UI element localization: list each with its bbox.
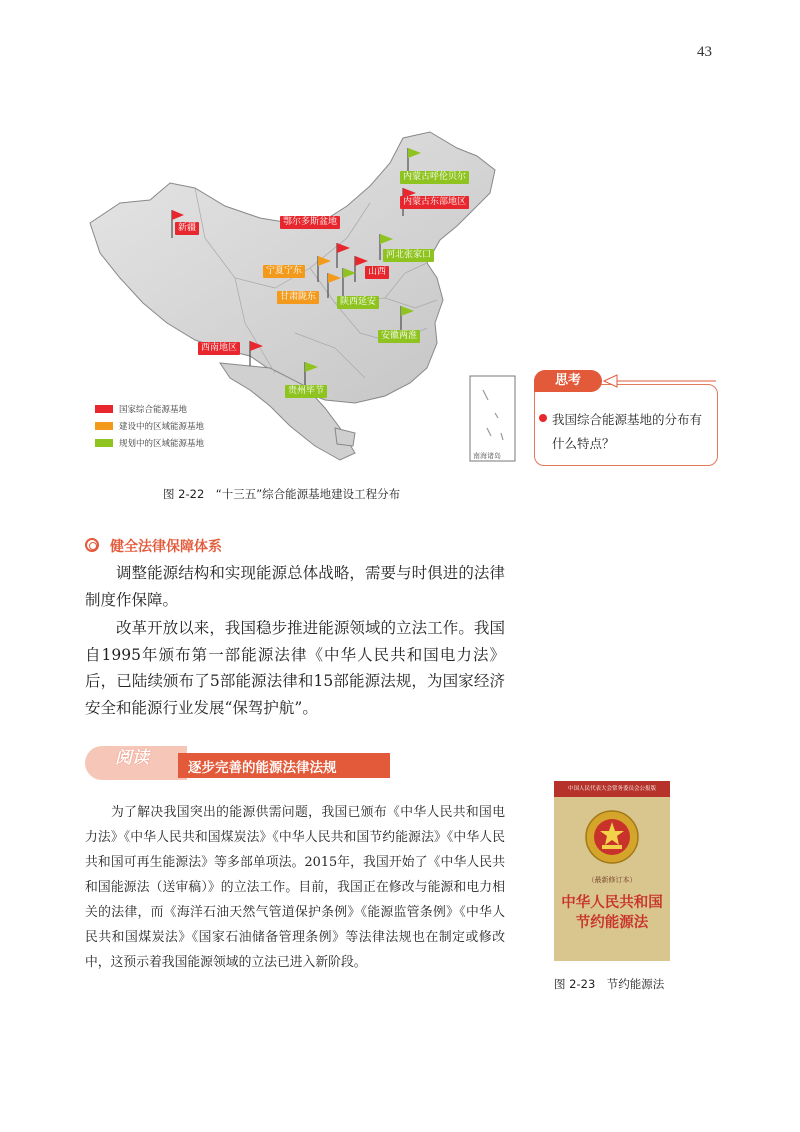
- map-caption: 图 2-22 “十三五”综合能源基地建设工程分布: [163, 487, 401, 501]
- paragraph-1: 调整能源结构和实现能源总体战略，需要与时俱进的法律制度作保障。: [85, 564, 505, 609]
- legend-item: [95, 400, 204, 417]
- paragraph-2: 改革开放以来，我国稳步推进能源领域的立法工作。我国自1995年颁布第一部能源法律《中华人民共和国电力法》后，已陆续颁布了5部能源法律和15部能源法规，为国家经济安全和能源行业发展“保驾护航”。: [85, 619, 505, 717]
- label-ordos: 鄂尔多斯盆地: [280, 216, 340, 229]
- arrow-icon: [603, 374, 718, 388]
- label-anhui: 安徽两淮: [378, 330, 420, 343]
- legend-swatch: [95, 422, 113, 430]
- label-gansu: 甘肃陇东: [277, 291, 319, 304]
- reading-label: 阅读: [115, 748, 149, 768]
- legend-label: 国家综合能源基地: [119, 404, 188, 415]
- book-title-line1: 中华人民共和国: [561, 894, 663, 911]
- reading-title: 逐步完善的能源法律法规: [188, 760, 337, 776]
- book-cover-image: [554, 781, 670, 961]
- think-question: 我国综合能源基地的分布有什么特点？: [552, 412, 703, 451]
- think-title: 思考: [534, 370, 602, 392]
- section-circle-icon: [85, 538, 99, 552]
- label-xinjiang: 新疆: [175, 222, 199, 235]
- legend-item: [95, 417, 204, 434]
- inset-label: 南海诸岛: [473, 452, 501, 460]
- legend-swatch: [95, 439, 113, 447]
- label-shanxi: 山西: [365, 266, 389, 279]
- label-hulunbeier: 内蒙古呼伦贝尔: [400, 171, 469, 184]
- national-emblem-icon: [584, 809, 640, 865]
- page-number: 43: [697, 44, 712, 60]
- section-title: 健全法律保障体系: [110, 539, 222, 555]
- reading-text: 为了解决我国突出的能源供需问题，我国已颁布《中华人民共和国电力法》《中华人民共和国煤炭法》《中华人民共和国节约能源法》《中华人民共和国可再生能源法》等多部单项法。2015年，我国开始了《中华人民共和国能源法（送审稿）》的立法工作。目前，我国正在修改与能源和电力相关的法律，而《海洋石油天然气管道保护条例》《能源监管条例》《中华人民共和国煤炭法》《国家石油储备管理条例》等法律法规也在制定或修改中，这预示着我国能源领域的立法已进入新阶段。: [85, 805, 505, 970]
- label-neimeng-east: 内蒙古东部地区: [400, 196, 469, 209]
- label-ningxia: 宁夏宁东: [263, 265, 305, 278]
- legend-label: 建设中的区域能源基地: [119, 421, 205, 432]
- label-guizhou: 贵州毕节: [285, 385, 327, 398]
- legend-label: 规划中的区域能源基地: [119, 438, 205, 449]
- book-title-line2: 节约能源法: [575, 914, 649, 931]
- label-hebei: 河北张家口: [383, 249, 434, 262]
- bullet-icon: [539, 414, 547, 422]
- book-edition: （最新修订本）: [587, 876, 637, 884]
- label-southwest: 西南地区: [198, 342, 240, 355]
- map-legend: [95, 400, 204, 451]
- legend-swatch: [95, 405, 113, 413]
- book-caption: 图 2-23 节约能源法: [554, 977, 665, 991]
- legend-item: [95, 434, 204, 451]
- label-shaanxi: 陕西延安: [337, 296, 379, 309]
- book-top-text: 中国人民代表大会常务委员会公报版: [554, 781, 670, 797]
